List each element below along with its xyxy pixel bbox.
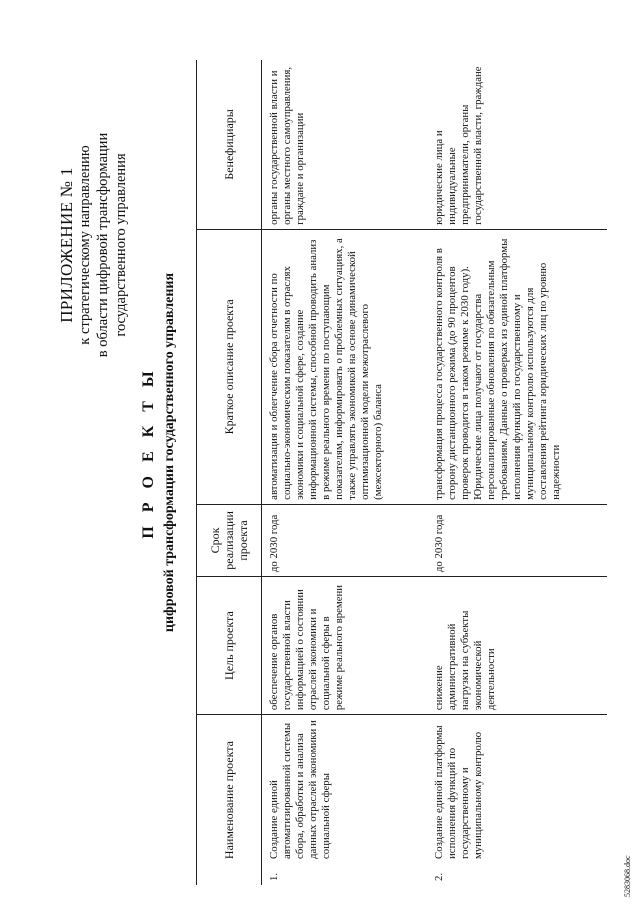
cell-project-name — [262, 715, 428, 885]
name-cell-layout — [433, 719, 603, 881]
projects-table — [196, 60, 607, 885]
cell-project-term: до 2030 года — [427, 504, 607, 576]
cell-beneficiaries: органы государственной власти и органы местного самоуправления, граждане и организации — [262, 60, 428, 229]
appendix-line-1: к стратегическому направлению — [77, 145, 93, 345]
appendix-line-2: в области цифровой трансформации — [95, 132, 111, 358]
document-footer-code: 5283068.doc — [623, 855, 632, 897]
cell-project-description: автоматизация и облегчение сбора отчетности по социально-экономическим показателям в отраслях экономики и социальной сфере, создание информационной системы, способной проводить анализ в режиме реального времени по поступающим показателям, информировать о проблемных ситуациях, а также управлять экономикой на основе динамической оптимизационной модели межотраслевого (межсекторного) баланса — [262, 229, 428, 504]
project-name-text: Создание единой платформы исполнения функций по государственному и муниципальному контролю — [433, 725, 484, 859]
cell-project-description: трансформация процесса государственного контроля в сторону дистанционного режима (до 90 процентов проверок проводится в таком режиме к 2030 году). Юридические лица получают от государства персонализированные обновления по обязательным требованиям. Данные о проверках из единой платформы исполнения функций по государственному и муниципальному контролю используются для составления рейтинга юридических лиц по уровню надежности — [427, 229, 607, 504]
project-name-text: Создание единой автоматизированной системы сбора, обработки и анализа данных отраслей экономики и социальной сферы — [268, 720, 332, 859]
cell-project-term: до 2030 года — [262, 504, 428, 576]
document-subtitle: цифровой трансформации государственного управления — [162, 272, 177, 633]
table-row — [262, 60, 428, 885]
header-project-goal: Цель проекта — [197, 577, 262, 715]
header-beneficiaries: Бенефициары — [197, 60, 262, 229]
name-cell-layout — [268, 719, 423, 881]
header-project-description: Краткое описание проекта — [197, 229, 262, 504]
header-project-name: Наименование проекта — [197, 715, 262, 885]
document-title: П Р О Е К Т Ы — [140, 366, 157, 539]
cell-project-name — [427, 715, 607, 885]
table-row — [427, 60, 607, 885]
header-project-term: Срок реализации проекта — [197, 504, 262, 576]
appendix-header — [58, 35, 130, 455]
row-number: 1. — [268, 872, 280, 881]
appendix-line-3: государственного управления — [113, 153, 129, 337]
row-number: 2. — [433, 872, 445, 881]
cell-project-goal: обеспечение органов государственной власти информацией о состоянии отраслей экономики и социальной сферы в режиме реального времени — [262, 577, 428, 715]
table-header-row — [197, 60, 262, 885]
cell-beneficiaries: юридические лица и индивидуальные предприниматели, органы государственной власти, граждане — [427, 60, 607, 229]
cell-project-goal: снижение административной нагрузки на субъекты экономической деятельности — [427, 577, 607, 715]
appendix-title: ПРИЛОЖЕНИЕ № 1 — [57, 167, 76, 323]
